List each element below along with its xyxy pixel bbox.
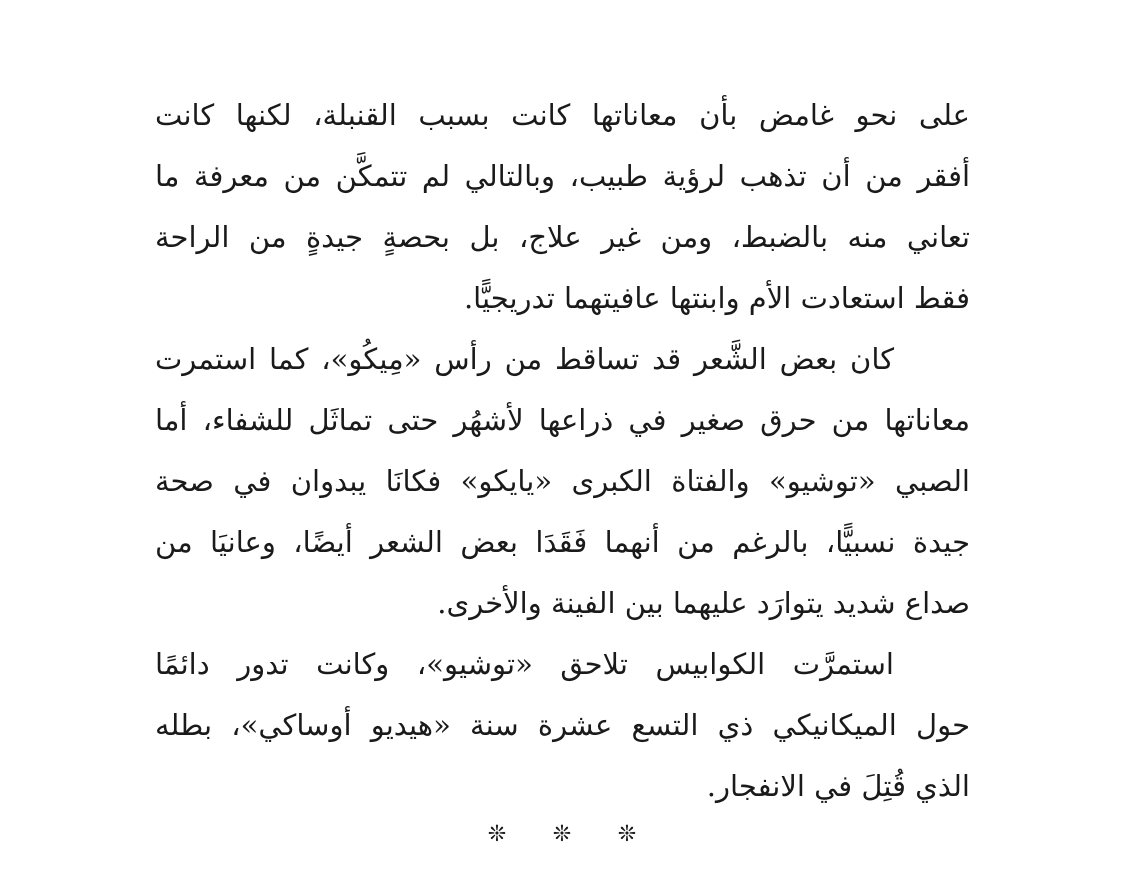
- paragraph-2: [155, 332, 970, 637]
- asterism-mark: ❊: [552, 822, 572, 847]
- text-line: حول الميكانيكي ذي التسع عشرة سنة «هيديو أوساكي»، بطله: [155, 708, 970, 742]
- book-page: [155, 88, 970, 820]
- text-line: الذي قُتِلَ في الانفجار.: [706, 769, 970, 803]
- text-line: فقط استعادت الأم وابنتها عافيتهما تدريجيًّا.: [463, 281, 970, 315]
- asterism-mark: ❊: [617, 822, 637, 847]
- section-separator: [0, 822, 1124, 847]
- text-line: معاناتها من حرق صغير في ذراعها لأشهُر حتى تماثَل للشفاء، أما: [155, 403, 970, 437]
- text-line: أفقر من أن تذهب لرؤية طبيب، وبالتالي لم تتمكَّن من معرفة ما: [155, 159, 970, 193]
- text-line: تعاني منه بالضبط، ومن غير علاج، بل بحصةٍ جيدةٍ من الراحة: [155, 220, 970, 254]
- text-line: استمرَّت الكوابيس تلاحق «توشيو»، وكانت تدور دائمًا: [155, 647, 894, 681]
- text-line: صداع شديد يتوارَد عليهما بين الفينة والأخرى.: [437, 586, 970, 620]
- text-line: على نحو غامض بأن معاناتها كانت بسبب القنبلة، لكنها كانت: [155, 98, 970, 132]
- text-line: كان بعض الشَّعر قد تساقط من رأس «مِيكُو»، كما استمرت: [155, 342, 894, 376]
- text-line: الصبي «توشيو» والفتاة الكبرى «يايكو» فكانَا يبدوان في صحة: [155, 464, 970, 498]
- paragraph-1: [155, 88, 970, 332]
- text-line: جيدة نسبيًّا، بالرغم من أنهما فَقَدَا بعض الشعر أيضًا، وعانيَا من: [155, 525, 970, 559]
- paragraph-3: [155, 637, 970, 820]
- asterism-mark: ❊: [487, 822, 507, 847]
